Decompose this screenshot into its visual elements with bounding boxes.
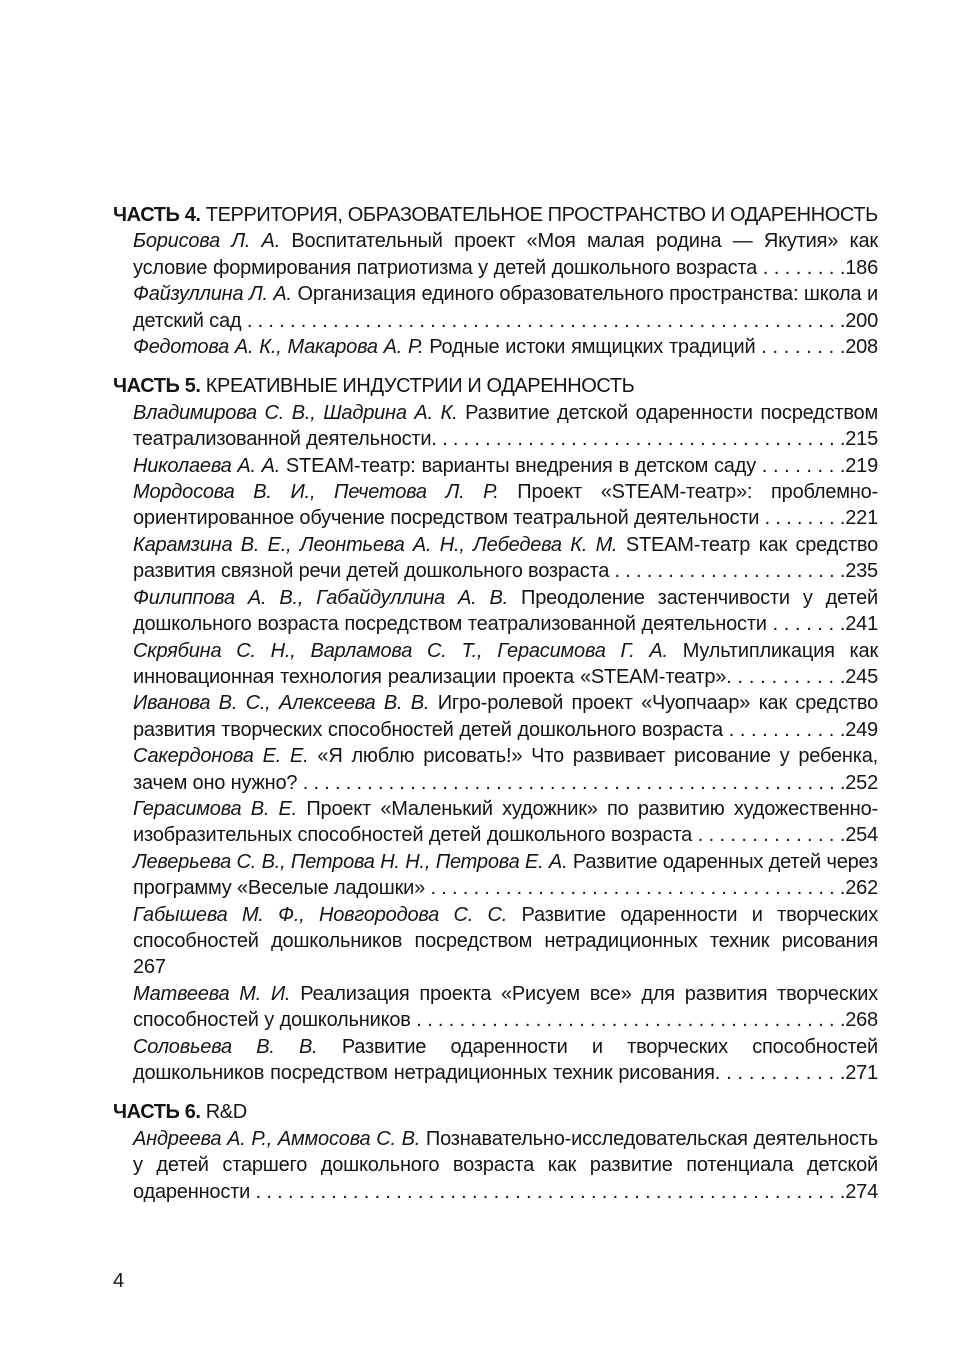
- entry-title: «Я люблю рисовать!» Что развивает рисование у ребенка, зачем оно нужно?: [133, 745, 879, 794]
- toc-entry: [113, 228, 878, 281]
- part-heading: [113, 1099, 878, 1125]
- dot-leader: . . . . . . . . . . .: [722, 718, 846, 741]
- part-label: ЧАСТЬ 5.: [113, 375, 201, 398]
- entry-authors: Федотова А. К., Макарова А. Р.: [133, 336, 424, 359]
- entry-authors: Николаева А. А.: [133, 454, 281, 477]
- entry-authors: Соловьева В. В.: [133, 1035, 318, 1058]
- table-of-contents: [113, 202, 878, 1205]
- entry-page-number: 245: [845, 665, 878, 688]
- entry-page-number: 215: [845, 428, 878, 451]
- entry-authors: Мордосова В. И., Печетова Л. Р.: [133, 481, 499, 504]
- entry-title: Развитие одаренности и творческих способностей дошкольников посредством нетрадиционных техник рисования.: [133, 1035, 879, 1084]
- entry-authors: Габышева М. Ф., Новгородова С. С.: [133, 903, 508, 926]
- toc-section: [113, 373, 878, 1086]
- entry-authors: Файзуллина Л. А.: [133, 283, 292, 306]
- toc-entry: [113, 334, 878, 360]
- dot-leader: . . . . . . . .: [755, 336, 846, 359]
- toc-entry: [113, 453, 878, 479]
- toc-entry: [113, 1126, 878, 1205]
- part-label: ЧАСТЬ 6.: [113, 1101, 201, 1124]
- entry-authors: Сакердонова Е. Е.: [133, 745, 309, 768]
- entry-authors: Скрябина С. Н., Варламова С. Т., Герасимова Г. А.: [133, 639, 668, 662]
- toc-entry: [113, 585, 878, 638]
- toc-entry: [113, 532, 878, 585]
- entry-authors: Владимирова С. В., Шадрина А. К.: [133, 401, 458, 424]
- toc-entry: [113, 400, 878, 453]
- toc-section: [113, 1099, 878, 1205]
- entry-page-number: 252: [845, 771, 878, 794]
- entry-title: Преодоление застенчивости у детей дошкольного возраста посредством театрализованной деятельности: [133, 586, 878, 636]
- toc-entry: [113, 638, 878, 691]
- part-heading: [113, 373, 878, 399]
- entry-authors: Иванова В. С., Алексеева В. В.: [133, 692, 430, 715]
- entry-page-number: 221: [845, 507, 878, 530]
- entry-title: Проект «Маленький художник» по развитию художественно-изобразительных способностей детей дошкольного возраста: [133, 797, 878, 847]
- entry-title: Организация единого образовательного пространства: школа и детский сад: [133, 283, 878, 332]
- toc-entry: [113, 796, 878, 849]
- part-title: КРЕАТИВНЫЕ ИНДУСТРИИ И ОДАРЕННОСТЬ: [205, 375, 635, 398]
- toc-entry: [113, 743, 878, 796]
- entry-authors: Леверьева С. В., Петрова Н. Н., Петрова Е. А.: [133, 850, 568, 873]
- dot-leader: . . . . . . . . . .: [731, 665, 846, 688]
- entry-page-number: 271: [845, 1062, 878, 1084]
- toc-entry: [113, 1034, 878, 1087]
- toc-section: [113, 202, 878, 360]
- entry-title: Родные истоки ямщицких традиций: [429, 336, 756, 359]
- entry-page-number: 268: [845, 1009, 878, 1032]
- entry-authors: Матвеева М. И.: [133, 982, 291, 1005]
- entry-title: STEAM-театр как средство развития связной речи детей дошкольного возраста: [133, 533, 879, 583]
- entry-authors: Герасимова В. Е.: [133, 797, 298, 820]
- part-title: ТЕРРИТОРИЯ, ОБРАЗОВАТЕЛЬНОЕ ПРОСТРАНСТВО И ОДАРЕННОСТЬ: [205, 204, 878, 226]
- entry-title: Мультипликация как инновационная технология реализации проекта «STEAM-театр».: [133, 639, 878, 688]
- entry-title: Развитие одаренных детей через программу «Веселые ладошки»: [133, 850, 879, 900]
- entry-authors: Карамзина В. Е., Леонтьева А. Н., Лебедева К. М.: [133, 533, 618, 556]
- entry-page-number: 219: [845, 454, 878, 477]
- dot-leader: . . . . . . . .: [759, 507, 846, 530]
- toc-entry: [113, 849, 878, 902]
- toc-entry: [113, 690, 878, 743]
- entry-list: [113, 228, 878, 360]
- entry-authors: Андреева А. Р., Аммосова С. В.: [133, 1127, 421, 1150]
- entry-page-number: 262: [845, 877, 878, 900]
- entry-title: Развитие одаренности и творческих способностей дошкольников посредством нетрадиционных техник рисования: [133, 903, 878, 952]
- entry-page-number: 249: [845, 718, 878, 741]
- dot-leader: . . . . . . . . . . . . . . . . . . . . . . . . . . . . . . . . . . . . . . . . . . . . . . . . . . . . . . . .: [241, 309, 846, 332]
- dot-leader: . . . . . . .: [766, 613, 846, 636]
- dot-leader: . . . . . . . . . . . . . . . . . . . . . . . . . . . . . . . . . . . . . . . .: [410, 1009, 846, 1032]
- part-title: R&D: [205, 1101, 247, 1124]
- toc-entry: [113, 479, 878, 532]
- dot-leader: . . . . . . . .: [757, 256, 846, 279]
- dot-leader: . . . . . . . .: [756, 454, 846, 477]
- entry-title: Развитие детской одаренности посредством театрализованной деятельности.: [133, 401, 879, 451]
- entry-title: Игро-ролевой проект «Чуопчаар» как средство развития творческих способностей детей дошкольного возраста: [133, 692, 878, 741]
- part-heading: [113, 202, 878, 228]
- entry-page-number: 274: [845, 1180, 878, 1203]
- entry-page-number: 235: [845, 560, 878, 583]
- entry-title: STEAM-театр: варианты внедрения в детском саду: [285, 454, 756, 477]
- entry-page-number: 254: [845, 824, 878, 847]
- dot-leader: . . . . . . . . . . . . . . . . . . . . . . . . . . . . . . . . . . . . . . .: [425, 877, 846, 900]
- page-number: 4: [113, 1270, 125, 1292]
- dot-leader: . . . . . . . . . . . . . . . . . . . . . . . . . . . . . . . . . . . . . . . . . . . . . . . . . . . . . . .: [250, 1180, 846, 1203]
- toc-entry: [113, 981, 878, 1034]
- dot-leader: . . . . . . . . . . .: [720, 1062, 846, 1084]
- entry-authors: Борисова Л. А.: [133, 230, 281, 253]
- entry-title: Проект «STEAM-театр»: проблемно-ориентированное обучение посредством театральной деятельности: [133, 481, 879, 530]
- entry-page-number: 186: [845, 256, 878, 279]
- entry-title: Реализация проекта «Рисуем все» для развития творческих способностей у дошкольников: [133, 982, 878, 1032]
- dot-leader: . . . . . . . . . . . . . . . . . . . . . . . . . . . . . . . . . . . . . .: [436, 428, 846, 451]
- entry-list: [113, 1126, 878, 1205]
- entry-page-number: 241: [845, 613, 878, 636]
- entry-list: [113, 400, 878, 1087]
- dot-leader: . . . . . . . . . . . . . . . . . . . . . . . . . . . . . . . . . . . . . . . . . . . . . . . . . . .: [297, 771, 846, 794]
- entry-page-number: 208: [845, 336, 878, 359]
- toc-entry: [113, 902, 878, 981]
- part-label: ЧАСТЬ 4.: [113, 204, 201, 226]
- entry-authors: Филиппова А. В., Габайдуллина А. В.: [133, 586, 509, 609]
- dot-leader: . . . . . . . . . . . . . . . . . . . . . .: [609, 560, 846, 583]
- dot-leader: . . . . . . . . . . . . . .: [692, 824, 846, 847]
- entry-title: Познавательно-исследовательская деятельность у детей старшего дошкольного возраста как развитие потенциала детской одаренности: [133, 1127, 878, 1203]
- entry-page-number: 267: [133, 956, 166, 979]
- entry-page-number: 200: [845, 309, 878, 332]
- toc-entry: [113, 281, 878, 334]
- entry-title: Воспитательный проект «Моя малая родина — Якутия» как условие формирования патриотизма у детей дошкольного возраста: [133, 230, 878, 279]
